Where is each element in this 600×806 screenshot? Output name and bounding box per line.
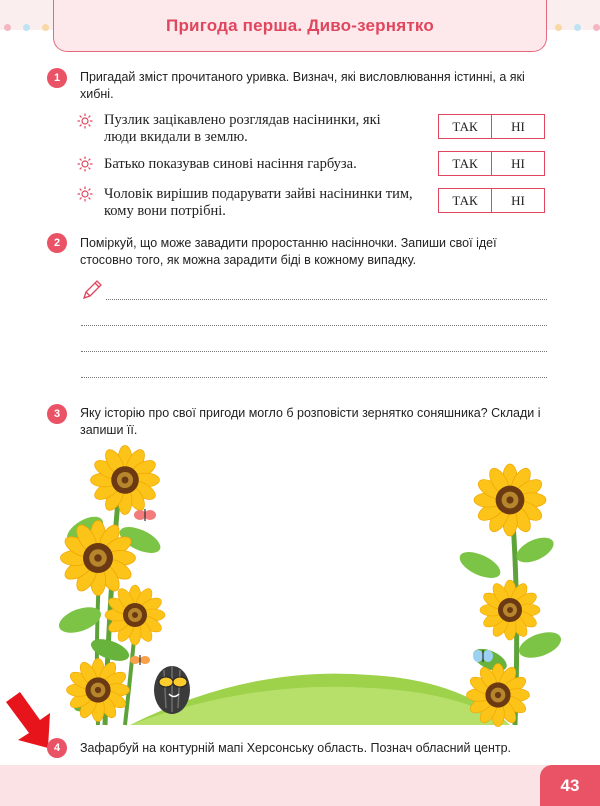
decor-dots-right [555,24,600,34]
task-number-2: 2 [47,233,67,253]
statement-1-false-option[interactable]: НІ [511,118,525,134]
page-number: 43 [540,765,600,806]
answer-line-4[interactable] [81,377,547,378]
task-1-text: Пригадай зміст прочитаного уривка. Визнач, які висловлювання істинні, а які хибні. [80,70,525,101]
statement-3-choice [438,188,545,213]
statement-2-text: Батько показував синові насіння гарбуза. [104,156,357,172]
answer-line-2[interactable] [81,325,547,326]
task-number-1: 1 [47,68,67,88]
sun-bullet-icon [77,113,93,129]
statement-2-choice [438,151,545,176]
task-number-3: 3 [47,404,67,424]
statement-3-false-option[interactable]: НІ [511,192,525,208]
task-number-4: 4 [47,738,67,758]
red-arrow-icon [4,692,54,750]
statement-1-choice [438,114,545,139]
answer-line-1[interactable] [106,299,547,300]
task-3-text: Яку історію про свої пригоди могло б розповісти зернятко соняшника? Склади і запиши її. [80,406,541,437]
statement-3-true-option[interactable]: ТАК [439,189,492,212]
statement-3-text: Чоловік вирішив подарувати зайві насінинки тим, кому вони потрібні. [104,186,413,219]
answer-line-3[interactable] [81,351,547,352]
sun-bullet-icon [77,186,93,202]
statement-1-text: Пузлик зацікавлено розглядав насінинки, які люди вкидали в землю. [104,112,381,145]
task-4-text: Зафарбуй на контурній мапі Херсонську область. Познач обласний центр. [80,741,512,755]
pencil-icon [81,279,103,301]
task-2-text: Поміркуй, що може завадити проростанню насінночки. Запиши свої ідеї стосовно того, як можна зарадити біді в кожному випадку. [80,236,497,267]
statement-2-true-option[interactable]: ТАК [439,152,492,175]
sun-bullet-icon [77,156,93,172]
bottom-band [0,765,600,806]
page-title: Пригода перша. Диво-зернятко [166,15,434,35]
statement-1-true-option[interactable]: ТАК [439,115,492,138]
statement-2-false-option[interactable]: НІ [511,155,525,171]
chapter-header [53,0,547,52]
sunflowers-illustration [40,440,570,740]
